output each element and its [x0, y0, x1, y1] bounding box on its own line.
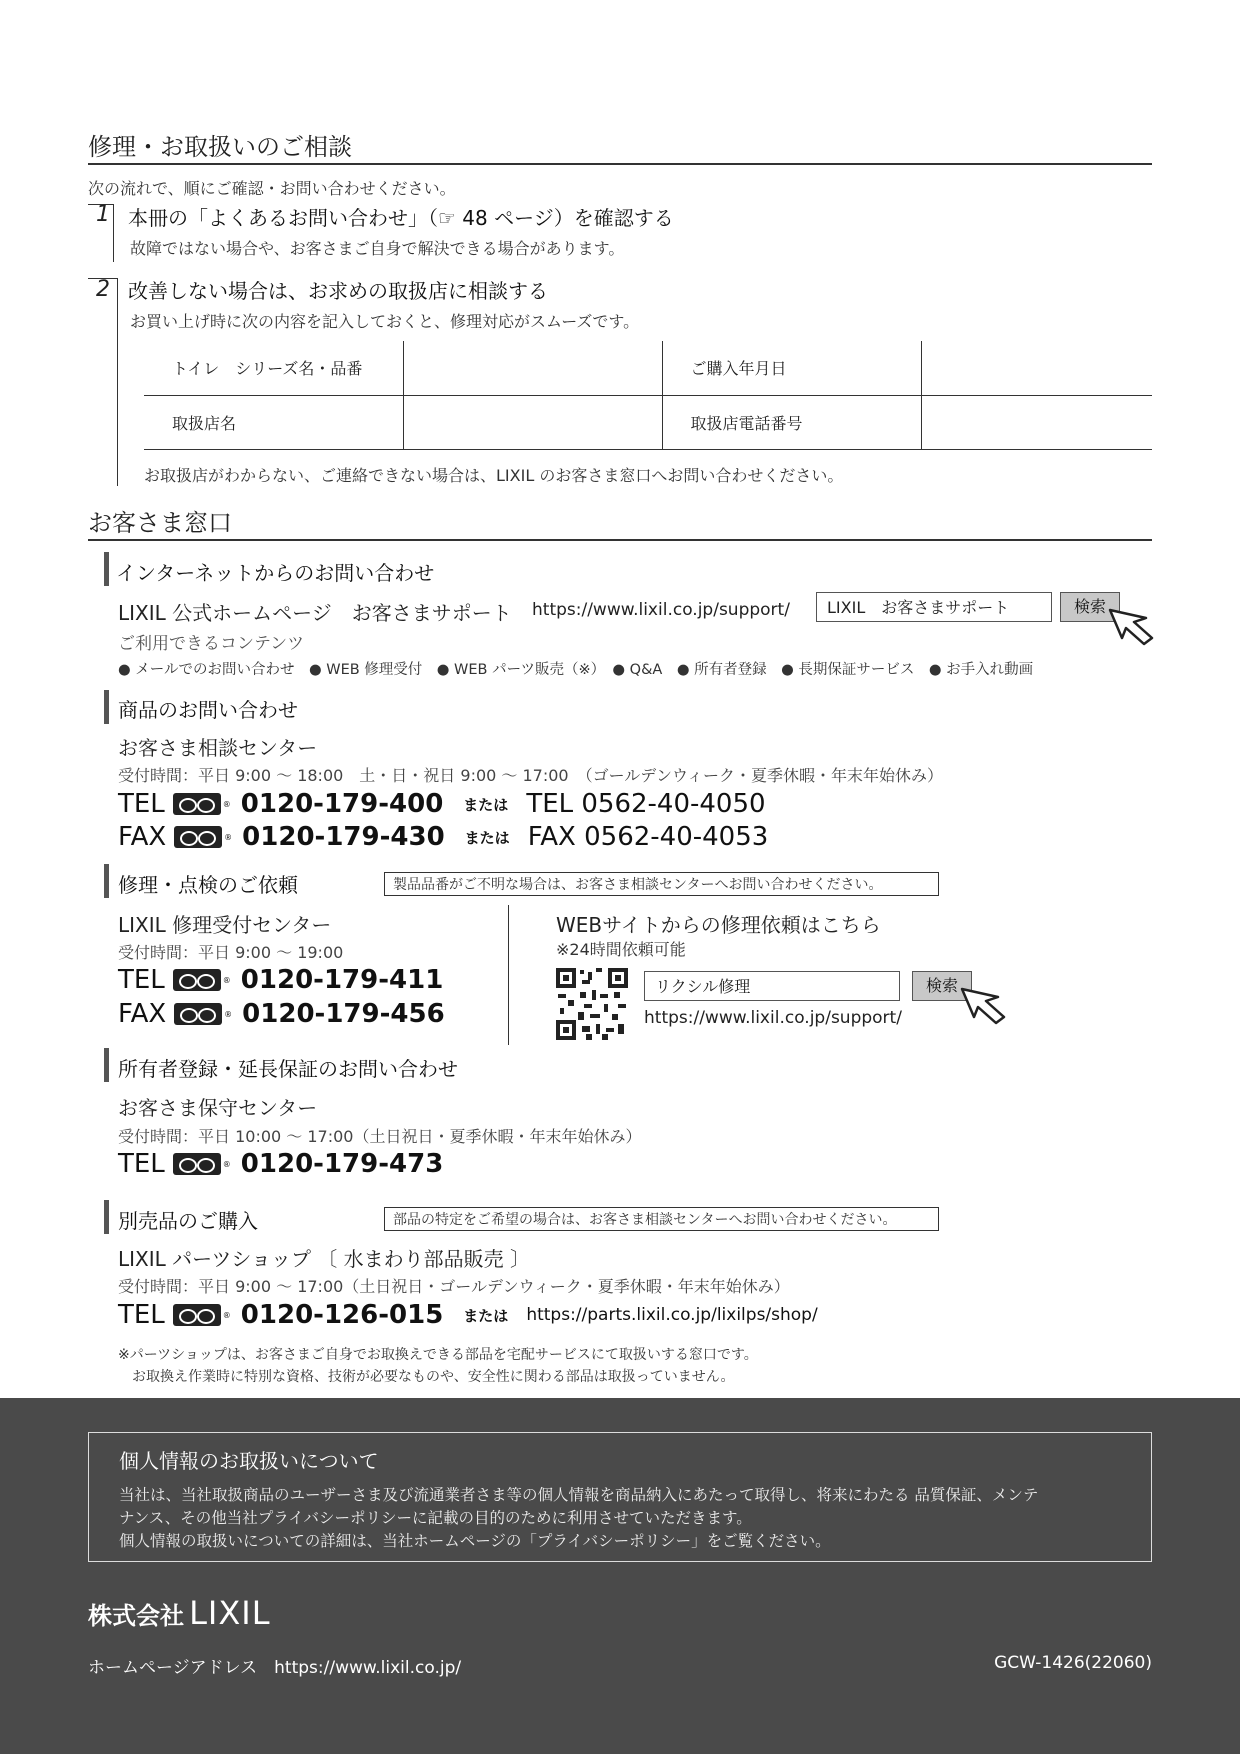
repair-title-rule	[88, 163, 1152, 165]
cursor-arrow-icon	[960, 987, 1010, 1027]
parts-note: 部品の特定をご希望の場合は、お客さま相談センターへお問い合わせください。	[384, 1207, 939, 1231]
or-label: または	[463, 795, 509, 814]
repair-search-button[interactable]: 検索	[912, 971, 972, 1001]
repair-url-link[interactable]: https://www.lixil.co.jp/support/	[644, 1008, 902, 1028]
parts-url-link[interactable]: https://parts.lixil.co.jp/lixilps/shop/	[526, 1305, 818, 1325]
step1-number: 1	[96, 202, 110, 227]
tel-label: TEL	[118, 1300, 165, 1330]
product-center-name: お客さま相談センター	[118, 736, 318, 760]
freedial-icon	[174, 826, 222, 848]
table-cell-label: ご購入年月日	[662, 341, 921, 395]
parts-section-title: 別売品のご購入	[118, 1209, 258, 1233]
product-tel-line	[118, 789, 766, 819]
table-cell-label: 取扱店名	[144, 395, 403, 449]
parts-shop-name: LIXIL パーツショップ 〔 水まわり部品販売 〕	[118, 1247, 531, 1271]
table-row	[144, 341, 1152, 395]
registered-mark: ®	[224, 1009, 233, 1019]
product-tel-alt[interactable]: TEL 0562-40-4050	[526, 789, 766, 819]
privacy-line-1: 当社は、当社取扱商品のユーザーさま及び流通業者さま等の個人情報を商品納入にあたって取得し、将来にわたる 品質保証、メンテ	[119, 1486, 1039, 1504]
repair-intro: 次の流れで、順にご確認・お問い合わせください。	[88, 179, 456, 198]
owner-section-bar	[104, 1048, 109, 1082]
parts-section-bar	[104, 1200, 109, 1234]
internet-section-title: インターネットからのお問い合わせ	[116, 561, 435, 585]
repair-divider	[508, 905, 509, 1045]
step2-desc: お買い上げ時に次の内容を記入しておくと、修理対応がスムーズです。	[130, 312, 640, 331]
registered-mark: ®	[222, 1310, 231, 1320]
internet-url-link[interactable]: https://www.lixil.co.jp/support/	[532, 600, 790, 620]
product-section-title: 商品のお問い合わせ	[118, 698, 298, 722]
cursor-arrow-icon	[1108, 608, 1158, 648]
owner-hours: 受付時間：平日 10:00 ～ 17:00（土日祝日・夏季休暇・年末年始休み）	[118, 1127, 642, 1146]
tel-label: TEL	[118, 1149, 165, 1179]
parts-hours: 受付時間：平日 9:00 ～ 17:00（土日祝日・ゴールデンウィーク・夏季休暇・年末年始休み）	[118, 1277, 790, 1296]
repair-center-name: LIXIL 修理受付センター	[118, 913, 332, 937]
product-fax-alt[interactable]: FAX 0562-40-4053	[527, 822, 769, 852]
support-search-input[interactable]: LIXIL お客さまサポート	[816, 592, 1052, 622]
step2-title: 改善しない場合は、お求めの取扱店に相談する	[128, 279, 548, 303]
repair-fax-number[interactable]: 0120-179-456	[242, 999, 445, 1029]
internet-site-label: LIXIL 公式ホームページ お客さまサポート	[118, 601, 512, 625]
product-tel-number[interactable]: 0120-179-400	[240, 789, 444, 819]
customer-title: お客さま窓口	[88, 509, 232, 537]
company-name	[88, 1594, 271, 1632]
table-cell-input[interactable]	[921, 341, 1152, 395]
or-label: または	[464, 828, 510, 847]
table-row	[144, 395, 1152, 449]
owner-center-name: お客さま保守センター	[118, 1096, 318, 1120]
fax-label: FAX	[118, 999, 167, 1029]
table-cell-label: トイレ シリーズ名・品番	[172, 359, 363, 379]
table-cell-input[interactable]	[921, 395, 1152, 449]
freedial-icon	[173, 1304, 221, 1326]
step1-desc: 故障ではない場合や、お客さまご自身で解決できる場合があります。	[130, 239, 625, 258]
tel-label: TEL	[118, 789, 165, 819]
step2-note: お取扱店がわからない、ご連絡できない場合は、LIXIL のお客さま窓口へお問い合わせください。	[144, 466, 844, 485]
web-repair-title: WEBサイトからの修理依頼はこちら	[556, 913, 881, 937]
repair-title: 修理・お取扱いのご相談	[88, 133, 352, 161]
contents-list: ● メールでのお問い合わせ ● WEB 修理受付 ● WEB パーツ販売（※） ● Q&A ● 所有者登録 ● 長期保証サービス ● お手入れ動画	[118, 662, 1034, 678]
table-cell-input[interactable]	[403, 395, 662, 449]
parts-tel-number[interactable]: 0120-126-015	[240, 1300, 444, 1330]
registered-mark: ®	[222, 975, 231, 985]
repair-search-input[interactable]: リクシル修理	[644, 971, 900, 1001]
product-hours: 受付時間：平日 9:00 ～ 18:00 土・日・祝日 9:00 ～ 17:00 （ゴールデンウィーク・夏季休暇・年末年始休み）	[118, 766, 943, 785]
parts-footnote-2: お取換え作業時に特別な資格、技術が必要なものや、安全性に関わる部品は取扱っていません。	[118, 1369, 735, 1385]
web-repair-note: ※24時間依頼可能	[556, 940, 686, 959]
owner-tel-number[interactable]: 0120-179-473	[240, 1149, 444, 1179]
repair-req-section-title: 修理・点検のご依頼	[118, 873, 298, 897]
product-fax-line	[118, 822, 768, 852]
owner-tel-line	[118, 1149, 443, 1179]
company-brand-logo: LIXIL	[189, 1594, 271, 1632]
step2-number: 2	[96, 277, 110, 302]
privacy-line-3: 個人情報の取扱いについての詳細は、当社ホームページの「プライバシーポリシー」をご覧ください。	[119, 1532, 831, 1550]
privacy-box	[88, 1432, 1152, 1562]
contents-label: ご利用できるコンテンツ	[118, 634, 305, 654]
parts-tel-line	[118, 1300, 818, 1330]
support-search-button[interactable]: 検索	[1060, 592, 1120, 622]
parts-footnote-1: ※パーツショップは、お客さまご自身でお取換えできる部品を宅配サービスにて取扱いする窓口です。	[118, 1347, 758, 1363]
registered-mark: ®	[222, 799, 231, 809]
freedial-icon	[173, 793, 221, 815]
registered-mark: ®	[222, 1159, 231, 1169]
repair-tel-number[interactable]: 0120-179-411	[240, 965, 444, 995]
tel-label: TEL	[118, 965, 165, 995]
document-code: GCW-1426(22060)	[994, 1653, 1152, 1673]
qr-code-icon	[556, 968, 628, 1040]
footer	[0, 1398, 1240, 1754]
step2-box	[88, 278, 118, 486]
freedial-icon	[173, 969, 221, 991]
repair-tel-line	[118, 965, 443, 995]
registered-mark: ®	[224, 832, 233, 842]
privacy-title: 個人情報のお取扱いについて	[119, 1449, 379, 1473]
owner-section-title: 所有者登録・延長保証のお問い合わせ	[118, 1057, 458, 1081]
product-section-bar	[104, 690, 109, 724]
repair-hours: 受付時間：平日 9:00 ～ 19:00	[118, 943, 344, 962]
internet-section-bar	[104, 552, 109, 586]
product-fax-number[interactable]: 0120-179-430	[242, 822, 445, 852]
repair-req-section-bar	[104, 864, 109, 898]
step1-title: 本冊の「よくあるお問い合わせ」（☞ 48 ページ）を確認する	[128, 206, 674, 230]
table-cell-label: 取扱店電話番号	[662, 395, 921, 449]
or-label: または	[463, 1306, 509, 1325]
company-prefix: 株式会社	[88, 1602, 184, 1630]
freedial-icon	[174, 1003, 222, 1025]
purchase-info-table	[144, 341, 1152, 450]
table-cell-input[interactable]	[403, 341, 662, 395]
repair-req-note: 製品品番がご不明な場合は、お客さま相談センターへお問い合わせください。	[384, 872, 939, 896]
repair-fax-line	[118, 999, 445, 1029]
customer-title-rule	[88, 539, 1152, 541]
privacy-line-2: ナンス、その他当社プライバシーポリシーに記載の目的のために利用させていただきます。	[119, 1509, 752, 1527]
fax-label: FAX	[118, 822, 167, 852]
homepage-address[interactable]: ホームページアドレス https://www.lixil.co.jp/	[88, 1658, 462, 1678]
freedial-icon	[173, 1153, 221, 1175]
